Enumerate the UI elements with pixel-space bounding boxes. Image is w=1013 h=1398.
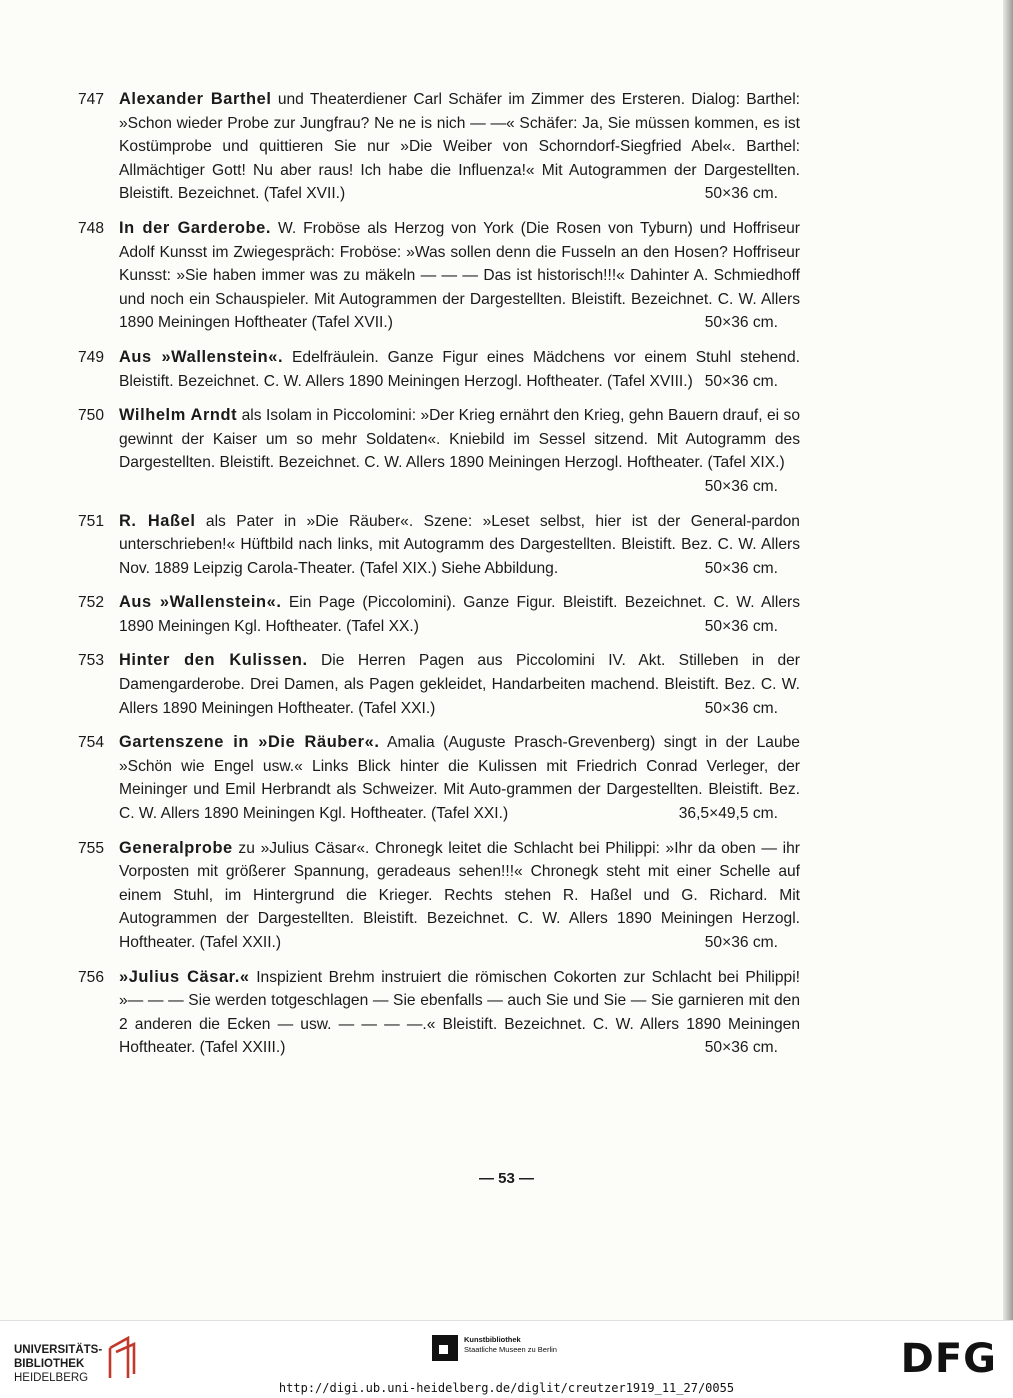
entry-description: W. Froböse als Herzog von York (Die Rosen von Tyburn) und Hoffriseur Adolf Kunsst im Zwiegespräch: Froböse: »Was sollen denn die Fusseln an den Hosen? Hoffriseur Kunsst: »Sie haben immer was zu mäkeln — — — Das ist historisch!!!« Dahinter A. Schmiedhoff und noch ein Schauspieler. Mit Autogrammen der Dargestellten. Bleistift. Bezeichnet. C. W. Allers 1890 Meiningen Hoftheater (Tafel XVII.) [119, 219, 801, 332]
catalog-entry [78, 649, 800, 720]
entry-description: Inspizient Brehm instruiert die römischen Cokorten zur Schlacht bei Philippi! »— — — Sie werden totgeschlagen — Sie ebenfalls — auch Sie und Sie — Sie garnieren mit den 2 anderen die Ecken — usw. — — — —.« Bleistift. Bezeichnet. C. W. Allers 1890 Meiningen Hoftheater. (Tafel XXIII.) [119, 968, 800, 1057]
entry-number: 753 [78, 652, 105, 670]
catalog-entries [78, 88, 800, 1071]
catalog-entry [78, 731, 800, 825]
entry-number: 755 [78, 839, 105, 857]
university-library-logo-text[interactable] [14, 1343, 102, 1385]
catalog-entry [78, 966, 800, 1060]
entry-description: zu »Julius Cäsar«. Chronegk leitet die Schlacht bei Philippi: »Ihr da oben — ihr Vorposten mit größerer Spannung, geradeaus sehen!!!« Chronegk steht mit einer Schelle auf einem Stuhl, im Hintergrund die Krieger. Rechts stehen R. Haßel und G. Richard. Mit Autogrammen der Dargestellten. Bleistift. Bezeichnet. C. W. Allers 1890 Meiningen Herzogl. Hoftheater. (Tafel XXII.) [119, 839, 800, 951]
page-edge-shadow [1003, 0, 1013, 1320]
entry-dimensions: 50×36 cm. [704, 1039, 778, 1057]
entry-dimensions: 36,5×49,5 cm. [678, 805, 778, 823]
university-library-logo-icon[interactable] [104, 1334, 138, 1380]
entry-title: In der Garderobe. [119, 218, 272, 237]
viewer-footer [0, 1320, 1013, 1398]
entry-dimensions: 50×36 cm. [704, 314, 778, 332]
entry-dimensions: 50×36 cm. [704, 185, 778, 203]
entry-description: als Isolam in Piccolomini: »Der Krieg ernährt den Krieg, gehn Bauern drauf, ei so gewinnt der Kaiser um so mehr Soldaten«. Kniebild im Sessel sitzend. Mit Autogramm des Dargestellten. Bleistift. Bezeichnet. C. W. Allers 1890 Meiningen Herzogl. Hoftheater. (Tafel XIX.) [119, 407, 800, 472]
entry-title: Gartenszene in »Die Räuber«. [119, 733, 380, 752]
uni-line-1: UNIVERSITÄTS- [14, 1344, 103, 1356]
uni-line-2: BIBLIOTHEK [14, 1358, 85, 1370]
entry-dimensions: 50×36 cm. [704, 372, 778, 390]
entry-number: 752 [78, 594, 105, 612]
entry-title: Hinter den Kulissen. [119, 651, 308, 670]
entry-title: Alexander Barthel [119, 90, 272, 108]
entry-number: 751 [78, 512, 105, 530]
entry-description: und Theaterdiener Carl Schäfer im Zimmer des Ersteren. Dialog: Barthel: »Schon wieder Probe zur Jungfrau? Ne ne is nich — —« Schäfer: Ja, Sie müssen kommen, es ist Kostümprobe und quittieren Sie nur »Die Weiber von Schorndorf-Siegfried Abel«. Barthel: Allmächtiger Gott! Nu aber raus! Ich habe die Influenza!« Mit Autogrammen der Dargestellten. Bleistift. Bezeichnet. (Tafel XVII.) [119, 91, 800, 203]
catalog-entry [78, 837, 800, 955]
dfg-logo[interactable]: DFG [900, 1336, 997, 1382]
catalog-entry [78, 510, 800, 581]
catalog-entry [78, 404, 800, 498]
entry-title: Aus »Wallenstein«. [119, 593, 282, 612]
kunstbibliothek-logo-icon [432, 1335, 458, 1361]
entry-dimensions: 50×36 cm. [704, 617, 778, 635]
entry-number: 749 [78, 348, 105, 366]
entry-dimensions: 50×36 cm. [704, 559, 778, 577]
entry-number: 756 [78, 968, 105, 986]
catalog-entry [78, 88, 800, 206]
entry-description: Ein Page (Piccolomini). Ganze Figur. Bleistift. Bezeichnet. C. W. Allers 1890 Meiningen Kgl. Hoftheater. (Tafel XX.) [119, 594, 801, 635]
page-number: — 53 — [478, 1170, 535, 1187]
entry-title: Generalprobe [119, 838, 233, 857]
kunstbibliothek-logo[interactable] [432, 1335, 557, 1361]
entry-description: Amalia (Auguste Prasch-Grevenberg) singt in der Laube »Schön wie Engel usw.« Links Blick hinter die Kulissen mit Friedrich Conrad Verleger, der Meininger und Emil Herbrandt als Schweizer. Mit Auto-grammen der Dargestellten. Bleistift. Bez. C. W. Allers 1890 Meiningen Kgl. Hoftheater. (Tafel XXI.) [119, 734, 800, 823]
entry-description: Edelfräulein. Ganze Figur eines Mädchens vor einem Stuhl stehend. Bleistift. Bezeichnet. C. W. Allers 1890 Meiningen Herzogl. Hoftheater. (Tafel XVIII.) [119, 348, 800, 390]
entry-description: als Pater in »Die Räuber«. Szene: »Leset selbst, hier ist der General-pardon unterschrieben!« Hüftbild nach links, mit Autogramm des Dargestellten. Bleistift. Bez. C. W. Allers Nov. 1889 Leipzig Carola-Theater. (Tafel XIX.) Siehe Abbildung. [119, 512, 800, 577]
kb-line-2: Staatliche Museen zu Berlin [464, 1345, 557, 1354]
catalog-entry [78, 591, 800, 638]
entry-description: Die Herren Pagen aus Piccolomini IV. Akt. Stilleben in der Damengarderobe. Drei Damen, als Pagen gekleidet, Handarbeiten machend. Bleistift. Bez. C. W. Allers 1890 Meiningen Hoftheater. (Tafel XXI.) [119, 652, 800, 717]
entry-number: 754 [78, 734, 105, 752]
uni-line-3: HEIDELBERG [14, 1372, 89, 1384]
entry-number: 748 [78, 219, 105, 237]
entry-title: Wilhelm Arndt [119, 406, 238, 425]
permalink-url[interactable]: http://digi.ub.uni-heidelberg.de/diglit/creutzer1919_11_27/0055 [278, 1381, 735, 1395]
catalog-entry [78, 346, 800, 393]
entry-number: 750 [78, 407, 105, 425]
kb-line-1: Kunstbibliothek [464, 1335, 521, 1344]
entry-dimensions: 50×36 cm. [704, 477, 778, 495]
entry-title: »Julius Cäsar.« [119, 967, 250, 986]
entry-title: Aus »Wallenstein«. [119, 347, 284, 366]
entry-number: 747 [78, 91, 105, 108]
entry-dimensions: 50×36 cm. [704, 699, 778, 717]
entry-title: R. Haßel [119, 511, 196, 530]
entry-dimensions: 50×36 cm. [704, 934, 778, 951]
catalog-entry [78, 217, 800, 335]
